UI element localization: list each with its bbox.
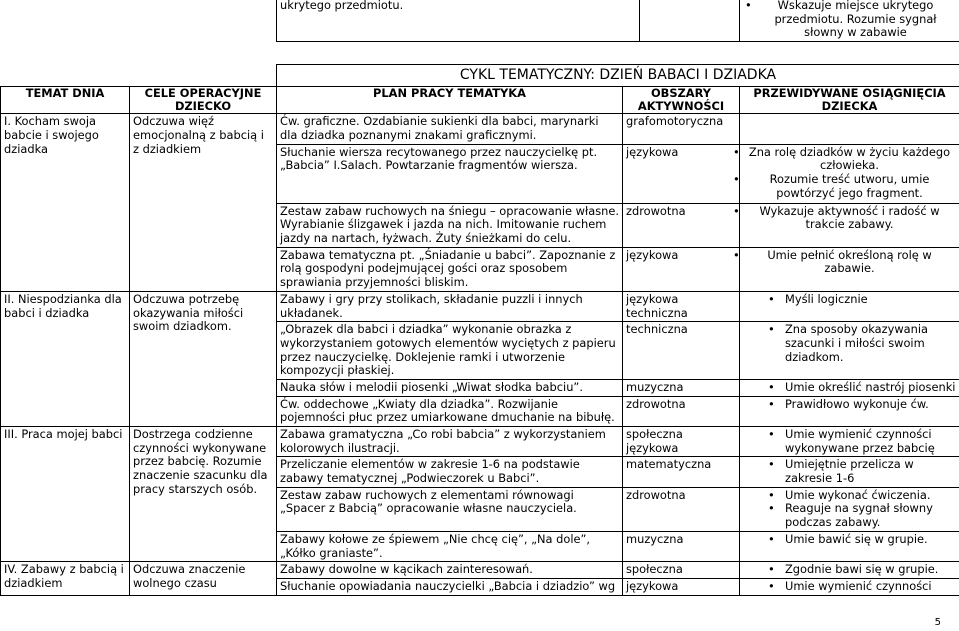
table-row <box>1 427 959 457</box>
outcome-item: • Umie pełnić określoną rolę w zabawie. <box>743 249 956 276</box>
area-cell: społeczna <box>623 562 740 579</box>
outcome-cell <box>740 578 959 595</box>
header-obszary: OBSZARY AKTYWNOŚCI <box>623 87 740 114</box>
area-cell: techniczna <box>623 322 740 380</box>
cycle-title: CYKL TEMATYCZNY: DZIEŃ BABACI I DZIADKA <box>277 65 959 87</box>
area-cell: zdrowotna <box>623 487 740 531</box>
outcome-cell <box>740 427 959 457</box>
plan-cell: Przeliczanie elementów w zakresie 1-6 na podstawie zabawy tematycznej „Podwieczorek u Babci”. <box>277 457 623 487</box>
continuation-outcome-cell <box>740 0 959 42</box>
outcome-item: • Zgodnie bawi się w grupie. <box>785 563 956 577</box>
continuation-area-cell <box>640 0 740 42</box>
goal-day2: Odczuwa potrzebę okazywania miłości swoim dziadkom. <box>130 291 277 426</box>
plan-cell: Zestaw zabaw ruchowych na śniegu – opracowanie własne. Wyrabianie ślizgawek i jazda na nich. Imitowanie ruchem jazdy na nartach, łyżwach. Żuty śnieżkami do celu. <box>277 203 623 247</box>
outcome-item: • Prawidłowo wykonuje ćw. <box>785 398 956 412</box>
area-cell: grafomotoryczna <box>623 114 740 144</box>
plan-cell: Zabawy dowolne w kącikach zainteresowań. <box>277 562 623 579</box>
outcome-item: • Zna rolę dziadków w życiu każdego człowieka. <box>743 146 956 173</box>
area-cell: muzyczna <box>623 531 740 561</box>
table-row <box>1 114 959 144</box>
outcome-cell <box>740 396 959 426</box>
outcome-cell <box>740 562 959 579</box>
outcome-cell <box>740 379 959 396</box>
topic-day3: III. Praca mojej babci <box>1 427 130 562</box>
outcome-item: • Rozumie treść utworu, umie powtórzyć jego fragment. <box>743 173 956 200</box>
plan-cell: Słuchanie opowiadania nauczycielki „Babcia i dziadzio” wg <box>277 578 623 595</box>
table-row <box>1 291 959 321</box>
header-osiagniecia: PRZEWIDYWANE OSIĄGNIĘCIA DZIECKA <box>740 87 959 114</box>
area-cell: językowa <box>623 144 740 203</box>
area-cell: zdrowotna <box>623 203 740 247</box>
continuation-table <box>276 0 959 42</box>
outcome-cell <box>740 322 959 380</box>
header-temat: TEMAT DNIA <box>1 87 130 114</box>
outcome-cell <box>740 247 959 291</box>
outcome-cell <box>740 114 959 144</box>
continuation-plan-cell: ukrytego przedmiotu. <box>277 0 640 42</box>
outcome-cell <box>740 531 959 561</box>
plan-cell: Zabawa tematyczna pt. „Śniadanie u babci”. Zapoznanie z rolą gospodyni podejmującej gości oraz sposobem sprawiania przyjemności bliskim. <box>277 247 623 291</box>
outcome-item: • Umie określić nastrój piosenki <box>785 381 956 395</box>
outcome-item: • Umie wymienić czynności <box>785 580 956 594</box>
outcome-item: • Myśli logicznie <box>785 293 956 307</box>
area-cell: matematyczna <box>623 457 740 487</box>
area-cell: społeczna językowa <box>623 427 740 457</box>
continuation-outcome: • Wskazuje miejsce ukrytego przedmiotu. Rozumie sygnał słowny w zabawie <box>755 0 956 40</box>
outcome-cell <box>740 291 959 321</box>
lesson-plan-table <box>0 64 959 596</box>
topic-day2: II. Niespodzianka dla babci i dziadka <box>1 291 130 426</box>
outcome-item: • Wykazuje aktywność i radość w trakcie zabawy. <box>743 205 956 232</box>
outcome-item: • Umie bawić się w grupie. <box>785 533 956 547</box>
spacer <box>1 65 130 87</box>
area-cell: zdrowotna <box>623 396 740 426</box>
outcome-item: • Umie wykonać ćwiczenia. <box>785 489 956 503</box>
plan-cell: Ćw. oddechowe „Kwiaty dla dziadka”. Rozwijanie pojemności płuc przez umiarkowane dmuchanie na bibułę. <box>277 396 623 426</box>
spacer <box>130 65 277 87</box>
outcome-cell <box>740 203 959 247</box>
plan-cell: Zestaw zabaw ruchowych z elementami równowagi „Spacer z Babcią” opracowanie własne nauczyciela. <box>277 487 623 531</box>
outcome-item: • Umie wymienić czynności wykonywane przez babcię <box>785 428 956 455</box>
plan-cell: Słuchanie wiersza recytowanego przez nauczycielkę pt. „Babcia” I.Salach. Powtarzanie fragmentów wiersza. <box>277 144 623 203</box>
table-row <box>1 562 959 579</box>
outcome-cell <box>740 487 959 531</box>
area-cell: językowa techniczna <box>623 291 740 321</box>
topic-day1: I. Kocham swoja babcie i swojego dziadka <box>1 114 130 292</box>
page-number: 5 <box>934 617 941 628</box>
outcome-cell <box>740 457 959 487</box>
goal-day3: Dostrzega codzienne czynności wykonywane przez babcię. Rozumie znaczenie szacunku dla pracy starszych osób. <box>130 427 277 562</box>
area-cell: muzyczna <box>623 379 740 396</box>
outcome-item: • Reaguje na sygnał słowny podczas zabawy. <box>785 502 956 529</box>
goal-day4: Odczuwa znaczenie wolnego czasu <box>130 562 277 595</box>
area-cell: językowa <box>623 578 740 595</box>
topic-day4: IV. Zabawy z babcią i dziadkiem <box>1 562 130 595</box>
plan-cell: Zabawy i gry przy stolikach, składanie puzzli i innych układanek. <box>277 291 623 321</box>
plan-cell: Zabawa gramatyczna „Co robi babcia” z wykorzystaniem kolorowych ilustracji. <box>277 427 623 457</box>
plan-cell: Nauka słów i melodii piosenki „Wiwat słodka babciu”. <box>277 379 623 396</box>
header-plan: PLAN PRACY TEMATYKA <box>277 87 623 114</box>
area-cell: językowa <box>623 247 740 291</box>
outcome-item: • Zna sposoby okazywania szacunki i miłości swoim dziadkom. <box>785 323 956 364</box>
plan-cell: Zabawy kołowe ze śpiewem „Nie chcę cię”, „Na dole”, „Kółko graniaste”. <box>277 531 623 561</box>
plan-cell: Ćw. graficzne. Ozdabianie sukienki dla babci, marynarki dla dziadka poznanymi znakami graficznymi. <box>277 114 623 144</box>
plan-cell: „Obrazek dla babci i dziadka” wykonanie obrazka z wykorzystaniem gotowych elementów wyciętych z papieru przez nauczycielkę. Doklejenie ramki i utworzenie kompozycji płaskiej. <box>277 322 623 380</box>
header-cele: CELE OPERACYJNE DZIECKO <box>130 87 277 114</box>
outcome-item: • Umiejętnie przelicza w zakresie 1-6 <box>785 458 956 485</box>
goal-day1: Odczuwa więź emocjonalną z babcią i z dziadkiem <box>130 114 277 292</box>
outcome-cell <box>740 144 959 203</box>
